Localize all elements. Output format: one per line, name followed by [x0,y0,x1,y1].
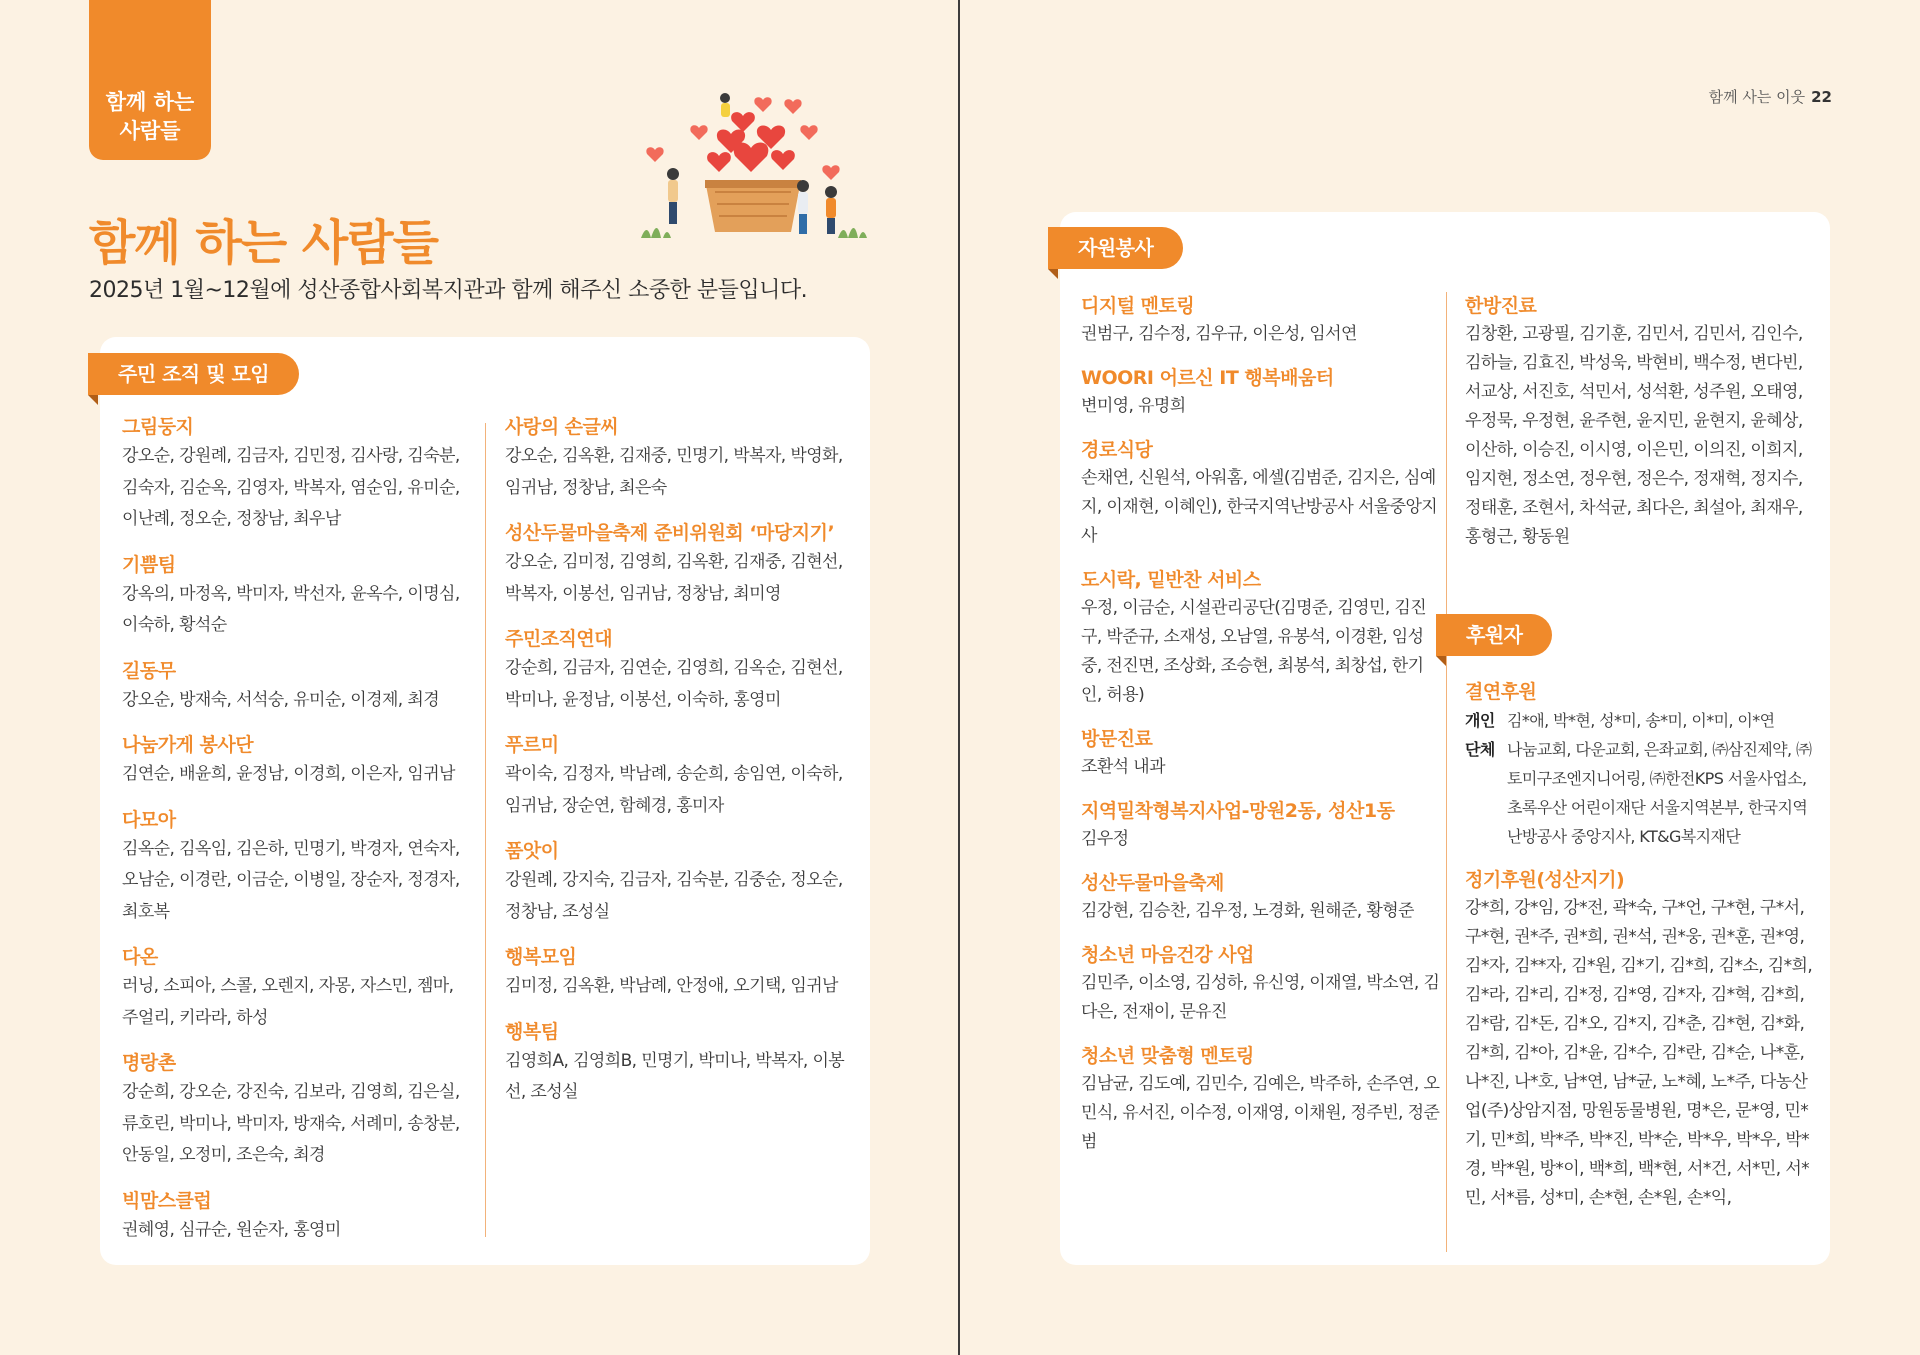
group-title: 다모아 [122,808,176,831]
group-title: 지역밀착형복지사업-망원2동, 성산1동 [1081,800,1395,822]
group-title: 청소년 맞춤형 멘토링 [1081,1045,1254,1067]
name-group [505,519,855,610]
name-group [1081,797,1441,854]
sponsor-row [1465,735,1815,851]
group-members: 강오순, 강원례, 김금자, 김민정, 김사랑, 김숙분, 김숙자, 김순옥, 김영자, 박복자, 염순임, 유미순, 이난례, 정오순, 정창남, 최우남 [122,446,460,529]
name-group [122,657,472,717]
group-members: 러닝, 소피아, 스콜, 오렌지, 자몽, 자스민, 젬마, 주얼리, 키라라, 하성 [122,976,454,1028]
name-group [505,1018,855,1109]
group-title: 품앗이 [505,840,559,862]
group-title: 기쁨팀 [122,553,176,576]
group-title: 행복팀 [505,1020,559,1043]
sponsor-type-label: 단체 [1465,740,1495,759]
group-members: 변미영, 유명희 [1081,396,1186,416]
group-title: 성산두물마을축제 [1081,872,1224,894]
group-title: 다온 [122,946,158,968]
group-members: 김남균, 김도예, 김민수, 김예은, 박주하, 손주연, 오민식, 유서진, 이수정, 이재영, 이채원, 정주빈, 정준범 [1081,1074,1440,1152]
name-group [1081,725,1441,782]
group-title: 경로식당 [1081,439,1153,461]
volunteer-heading [1048,227,1183,269]
group-title: WOORI 어르신 IT 행복배움터 [1081,367,1334,389]
group-members: 손채연, 신원석, 아워홈, 에셀(김범준, 김지은, 심예지, 이재현, 이혜인), 한국지역난방공사 서울중앙지사 [1081,468,1438,546]
group-title: 사랑의 손글씨 [505,416,619,438]
group-title: 방문진료 [1081,728,1153,750]
group-members: 강순희, 강오순, 강진숙, 김보라, 김영희, 김은실, 류호린, 박미나, 박미자, 방재숙, 서례미, 송창분, 안동일, 오정미, 조은숙, 최경 [122,1082,460,1165]
column-divider-right [1446,292,1447,1252]
name-group [505,943,855,1003]
group-members: 김강현, 김승찬, 김우정, 노경화, 원해준, 황형준 [1081,901,1414,921]
name-group [122,943,472,1034]
group-title: 한방진료 [1465,295,1537,317]
name-group [1081,566,1441,710]
sponsor-group-title: 결연후원 [1465,681,1537,703]
name-group [1081,292,1441,349]
group-members: 김연순, 배윤희, 윤정남, 이경희, 이은자, 임귀남 [122,764,455,784]
resident-groups-heading-label: 주민 조직 및 모임 [118,362,270,386]
page-subtitle: 2025년 1월~12월에 성산종합사회복지관과 함께 해주신 소중한 분들입니다. [89,278,808,303]
group-members: 김영희A, 김영희B, 민명기, 박미나, 박복자, 이봉선, 조성실 [505,1050,845,1102]
group-members: 강오순, 김미정, 김영희, 김옥환, 김재중, 김현선, 박복자, 이봉선, 임귀남, 정창남, 최미영 [505,552,843,604]
sponsor-group-title: 정기후원(성산지기) [1465,869,1625,891]
sponsor-names: 김*애, 박*현, 성*미, 송*미, 이*미, 이*연 [1507,711,1775,730]
group-title: 도시락, 밑반찬 서비스 [1081,569,1261,591]
group-title: 길동무 [122,659,176,682]
name-group [122,806,472,929]
sponsor-group [1465,678,1815,851]
group-title: 청소년 마음건강 사업 [1081,944,1254,966]
name-group [1081,1042,1441,1157]
name-group [122,1187,472,1247]
name-group [505,625,855,716]
sponsor-column [1465,678,1815,1228]
sponsor-group [1465,866,1815,1213]
section-tab-line2: 사람들 [119,119,181,143]
sponsor-heading [1436,614,1552,656]
name-group [122,731,472,791]
name-group [505,413,855,504]
group-members: 김미정, 김옥환, 박남례, 안정애, 오기택, 임귀남 [505,976,838,996]
name-group [122,1049,472,1172]
name-group [1081,941,1441,1027]
group-members: 강순희, 김금자, 김연순, 김영희, 김옥순, 김현선, 박미나, 윤정남, 이봉선, 이숙하, 홍영미 [505,658,843,710]
resident-groups-column-2 [505,413,855,1124]
group-title: 디지털 멘토링 [1081,295,1195,317]
resident-groups-heading [88,353,299,395]
section-tab-line1: 함께 하는 [105,90,195,114]
resident-groups-panel [100,337,870,1265]
group-members: 김민주, 이소영, 김성하, 유신영, 이재열, 박소연, 김다은, 전재이, 문유진 [1081,973,1440,1022]
name-group [1465,292,1815,552]
group-members: 권범구, 김수정, 김우규, 이은성, 임서연 [1081,324,1357,344]
volunteer-column-2 [1465,292,1815,567]
group-members: 권혜영, 심규순, 원순자, 홍영미 [122,1219,341,1240]
sponsor-heading-label: 후원자 [1466,623,1523,647]
group-title: 명랑촌 [122,1052,176,1074]
group-members: 강오순, 김옥환, 김재중, 민명기, 박복자, 박영화, 임귀남, 정창남, 최은숙 [505,446,843,498]
name-group [1081,869,1441,926]
sponsor-row [1465,706,1815,735]
sponsor-type-label: 개인 [1465,711,1495,730]
sponsor-members: 강*희, 강*임, 강*전, 곽*숙, 구*언, 구*현, 구*서, 구*현, 권*주, 권*희, 권*석, 권*웅, 권*훈, 권*영, 김*자, 김**자, 김*원, 김*기, 김*희, 김*소, 김*희, 김*라, 김*리, 김*정, 김*영, 김*자, 김*혁, 김*희, 김*람, 김*돈, 김*오, 김*지, 김*춘, 김*현, 김*화, 김*희, 김*아, 김*윤, 김*수, 김*란, 김*순, 나*훈, 나*진, 나*호, 남*연, 남*균, 노*혜, 노*주, 다농산업(주)상암지점, 망원동물병원, 명*은, 문*영, 민*기, 민*희, 박*주, 박*진, 박*순, 박*우, 박*우, 박*경, 박*원, 방*이, 백*희, 백*현, 서*건, 서*민, 서*민, 서*름, 성*미, 손*현, 손*원, 손*익, [1465,898,1813,1208]
group-members: 강오순, 방재숙, 서석숭, 유미순, 이경제, 최경 [122,689,440,710]
group-title: 행복모임 [505,946,577,968]
group-title: 그림둥지 [122,416,194,438]
name-group [122,413,472,536]
resident-groups-column-1 [122,413,472,1261]
group-title: 푸르미 [505,734,559,756]
group-title: 나눔가게 봉사단 [122,734,254,756]
page-number: 22 [1811,88,1832,106]
group-title: 주민조직연대 [505,628,613,650]
group-members: 강옥의, 마정옥, 박미자, 박선자, 윤옥수, 이명심, 이숙하, 황석순 [122,583,460,635]
group-members: 강원례, 강지숙, 김금자, 김숙분, 김중순, 정오순, 정창남, 조성실 [505,870,843,922]
group-members: 우정, 이금순, 시설관리공단(김명준, 김영민, 김진구, 박준규, 소재성, 오남열, 유봉석, 이경환, 임성중, 전진면, 조상화, 조승현, 최봉석, 최창섭, 한기인, 허용) [1081,598,1427,705]
group-members: 곽이숙, 김정자, 박남례, 송순희, 송임연, 이숙하, 임귀남, 장순연, 함혜경, 홍미자 [505,764,843,816]
volunteer-heading-label: 자원봉사 [1078,236,1154,260]
name-group [505,731,855,822]
group-members: 김우정 [1081,829,1129,849]
running-header [1709,86,1832,107]
page-title: 함께 하는 사람들 [89,215,438,271]
book-spine [958,0,960,1355]
volunteer-sponsor-panel [1060,212,1830,1265]
sponsor-names: 나눔교회, 다운교회, 은좌교회, ㈜삼진제약, ㈜토미구조엔지니어링, ㈜한전KPS 서울사업소, 초록우산 어린이재단 서울지역본부, 한국지역난방공사 중앙지사, KT&G복지재단 [1507,740,1812,846]
name-group [1081,436,1441,551]
group-members: 조환석 내과 [1081,757,1165,777]
group-members: 김창환, 고광필, 김기훈, 김민서, 김민서, 김인수, 김하늘, 김효진, 박성욱, 박현비, 백수정, 변다빈, 서교상, 서진호, 석민서, 성석환, 성주원, 오태영, 우정묵, 우정현, 윤주현, 윤지민, 윤현지, 윤혜상, 이산하, 이승진, 이시영, 이은민, 이의진, 이희지, 임지현, 정소연, 정우현, 정은수, 정재혁, 정지수, 정태훈, 조현서, 차석균, 최다은, 최설아, 최재우, 홍형근, 황동원 [1465,324,1803,547]
running-header-text: 함께 사는 이웃 [1708,88,1806,106]
volunteer-column-1 [1081,292,1441,1172]
group-title: 성산두물마을축제 준비위원회 ‘마당지기’ [505,522,835,544]
section-tab [89,0,211,160]
group-title: 빅맘스클럽 [122,1189,212,1212]
name-group [122,551,472,642]
column-divider [485,423,486,1237]
group-members: 김옥순, 김옥임, 김은하, 민명기, 박경자, 연숙자, 오남순, 이경란, 이금순, 이병일, 장순자, 정경자, 최호복 [122,838,460,922]
name-group [1081,364,1441,421]
hearts-basket-illustration [633,88,871,248]
name-group [505,837,855,928]
